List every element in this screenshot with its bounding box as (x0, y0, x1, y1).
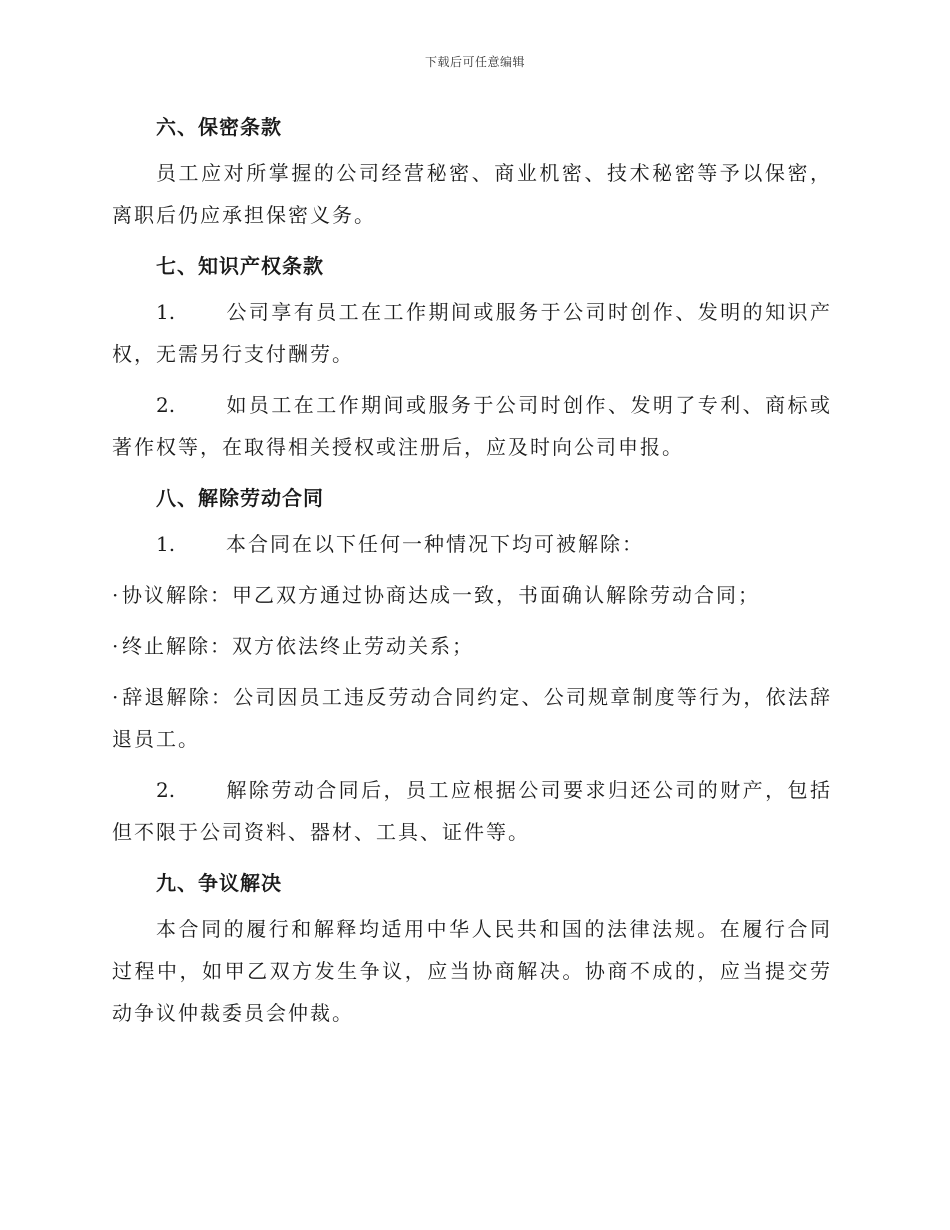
item-number: 2. (156, 778, 176, 802)
bullet-item-dismissal (112, 676, 832, 760)
document-body (112, 106, 832, 1043)
bullet-item-agreement (112, 574, 832, 616)
bullet-text: 终止解除：双方依法终止劳动关系； (122, 634, 474, 658)
bullet-dot: · (112, 583, 119, 607)
section-title-confidentiality: 六、保密条款 (156, 115, 282, 139)
list-item-ip-1 (112, 291, 832, 375)
bullet-dot: · (112, 634, 119, 658)
bullet-item-expiry (112, 625, 832, 667)
list-item-termination-2 (112, 769, 832, 853)
item-number: 2. (156, 393, 176, 417)
paragraph-dispute: 本合同的履行和解释均适用中华人民共和国的法律法规。在履行合同过程中，如甲乙双方发生争议，应当协商解决。协商不成的，应当提交劳动争议仲裁委员会仲裁。 (112, 917, 832, 1025)
item-number: 1. (156, 300, 176, 324)
item-text: 解除劳动合同后，员工应根据公司要求归还公司的财产，包括但不限于公司资料、器材、工具、证件等。 (112, 778, 832, 844)
bullet-text: 辞退解除：公司因员工违反劳动合同约定、公司规章制度等行为，依法辞退员工。 (112, 685, 832, 751)
bullet-dot: · (112, 685, 119, 709)
section-title-termination: 八、解除劳动合同 (156, 486, 324, 510)
item-text: 公司享有员工在工作期间或服务于公司时创作、发明的知识产权，无需另行支付酬劳。 (112, 300, 832, 366)
paragraph-confidentiality: 员工应对所掌握的公司经营秘密、商业机密、技术秘密等予以保密，离职后仍应承担保密义务。 (112, 161, 832, 227)
page-header: 下载后可任意编辑 (424, 55, 525, 69)
item-text: 如员工在工作期间或服务于公司时创作、发明了专利、商标或著作权等，在取得相关授权或注册后，应及时向公司申报。 (112, 393, 832, 459)
bullet-text: 协议解除：甲乙双方通过协商达成一致，书面确认解除劳动合同； (122, 583, 760, 607)
list-item-termination-1 (112, 523, 832, 565)
list-item-ip-2 (112, 384, 832, 468)
section-title-ip: 七、知识产权条款 (156, 254, 324, 278)
item-text: 本合同在以下任何一种情况下均可被解除： (226, 532, 644, 556)
item-number: 1. (156, 532, 176, 556)
section-title-dispute: 九、争议解决 (156, 871, 282, 895)
